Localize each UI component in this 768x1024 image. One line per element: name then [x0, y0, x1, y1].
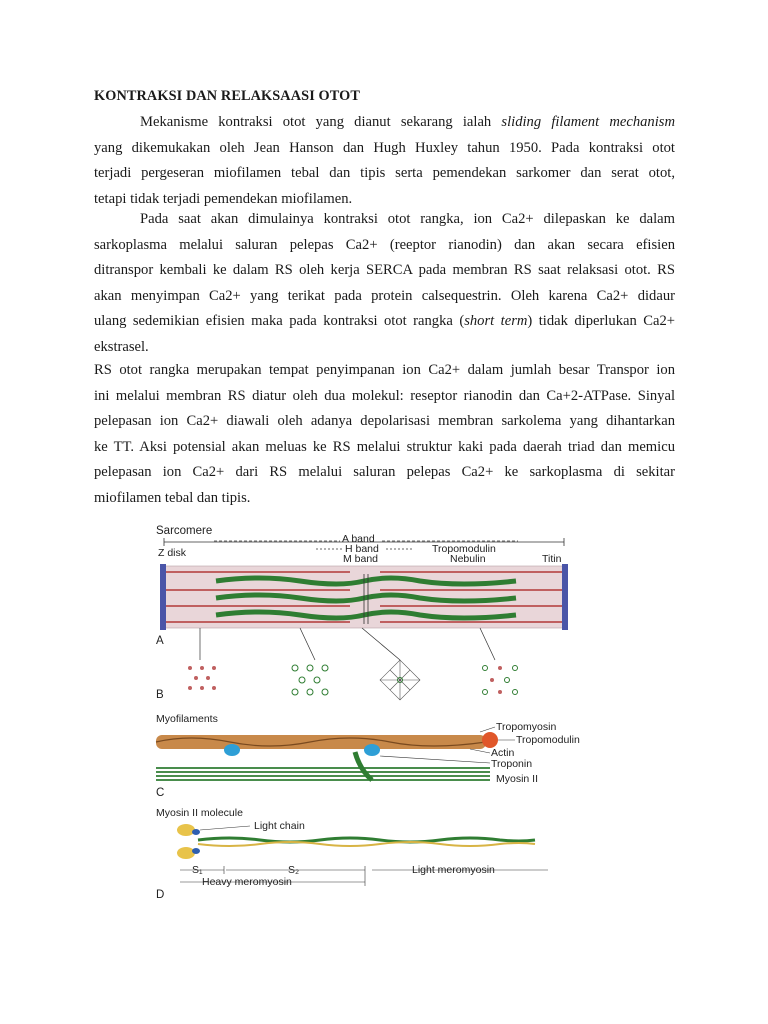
tropomodulin-cap: [482, 732, 498, 748]
label-h-band: H band: [345, 543, 379, 555]
label-myofilaments: Myofilaments: [156, 713, 218, 725]
actin-filament: [156, 732, 498, 756]
cross-section-lattice: [380, 660, 420, 700]
myosin-molecule: [177, 824, 535, 859]
cs-dot: [200, 686, 204, 690]
lattice-lines: [380, 660, 420, 700]
leader-line: [470, 749, 490, 753]
cs-ring: [292, 689, 298, 695]
panel-label-a: A: [156, 635, 164, 647]
leader-line: [200, 826, 250, 830]
cs-dot: [206, 676, 210, 680]
cs-ring: [292, 665, 298, 671]
leader-line: [380, 756, 490, 763]
paragraph-2: [94, 207, 675, 361]
label-nebulin: Nebulin: [450, 553, 486, 565]
label-a-band: A band: [342, 533, 375, 545]
troponin-complex: [224, 744, 240, 756]
panel-label-b: B: [156, 689, 164, 701]
paragraph-line: RS otot rangka merupakan tempat penyimpanan ion Ca2+ dalam jumlah besar Transpor ion: [94, 362, 675, 378]
paragraph-line: miofilamen tebal dan tipis.: [94, 489, 251, 506]
actin-strand: [156, 735, 486, 749]
label-troponin: Troponin: [491, 758, 533, 770]
light-chain: [192, 848, 200, 854]
document-title: KONTRAKSI DAN RELAKSAASI OTOT: [94, 88, 360, 104]
cs-ring: [322, 665, 328, 671]
cs-ring: [505, 678, 510, 683]
cs-dot: [212, 666, 216, 670]
cs-dot: [200, 666, 204, 670]
paragraph-line: pelepasan ion Ca2+ diawali oleh adanya depolarisasi membran sarkolema yang dihantarkan: [94, 413, 675, 430]
leader-line: [480, 727, 495, 732]
paragraph-line: Pada saat akan dimulainya kontraksi otot rangka, ion Ca2+ dilepaskan ke dalam: [140, 211, 675, 227]
cs-dot: [498, 690, 502, 694]
myosin-tail: [198, 842, 535, 846]
paragraph-line: ke TT. Aksi potensial akan meluas ke RS melalui struktur kaki pada daerah triad dan memicu: [94, 438, 675, 455]
label-sarcomere: Sarcomere: [156, 525, 213, 537]
cs-dot: [490, 678, 494, 682]
cs-ring: [314, 677, 320, 683]
cs-ring: [513, 666, 518, 671]
label-myosin-ii: Myosin II: [496, 773, 539, 785]
paragraph-line: ekstrasel.: [94, 338, 149, 355]
cross-section-thick: [292, 665, 328, 695]
troponin-complex: [364, 744, 380, 756]
label-light-chain: Light chain: [254, 820, 305, 832]
label-z-disk: Z disk: [158, 547, 187, 559]
label-tropomodulin: Tropomodulin: [432, 543, 496, 555]
label-tropomyosin: Tropomyosin: [496, 721, 557, 733]
light-chain: [192, 829, 200, 835]
pointer-line: [362, 628, 400, 660]
cs-ring: [322, 689, 328, 695]
label-actin: Actin: [491, 747, 515, 759]
panel-label-c: C: [156, 787, 165, 799]
cs-dot: [194, 676, 198, 680]
cs-ring: [299, 677, 305, 683]
paragraph-3: [94, 358, 675, 512]
myosin-head-s1: [177, 824, 195, 836]
myosin-ii-bundle: [156, 768, 490, 780]
pointer-line: [300, 628, 315, 660]
paragraph-line: ulang sedemikian efisien maka pada kontraksi otot rangka (short term) tidak diperlukan Ca2+: [94, 313, 675, 330]
cs-ring: [307, 689, 313, 695]
paragraph-line: tetapi tidak terjadi pemendekan miofilamen.: [94, 190, 353, 207]
paragraph-line: yang dikemukakan oleh Jean Hanson dan Hugh Huxley tahun 1950. Pada kontraksi otot: [94, 139, 675, 156]
sarcomere-figure-svg: [150, 520, 620, 900]
paragraph-line: akan menyimpan Ca2+ yang terikat pada protein calsequestrin. Oleh karena Ca2+ didaur: [94, 287, 675, 304]
paragraph-line: ditranspor kembali ke dalam RS oleh kerja SERCA pada membran RS saat relaksasi otot. RS: [94, 262, 675, 279]
panel-label-d: D: [156, 889, 165, 900]
cross-section-overlap: [483, 666, 518, 695]
label-heavy-meromyosin: Heavy meromyosin: [202, 876, 292, 888]
paragraph-1: [94, 110, 675, 212]
pointer-line: [480, 628, 495, 660]
label-titin: Titin: [542, 553, 562, 565]
cs-dot: [188, 666, 192, 670]
myosin-tail: [198, 838, 535, 842]
cs-dot: [212, 686, 216, 690]
z-disk-left: [160, 564, 166, 630]
cs-ring: [513, 690, 518, 695]
label-s2: S₂: [288, 864, 300, 876]
cs-dot: [498, 666, 502, 670]
paragraph-line: ini melalui membran RS diatur oleh dua molekul: reseptor rianodin dan Ca+2-ATPase. Sinyal: [94, 387, 675, 404]
paragraph-line: terjadi pergeseran miofilamen tebal dan tipis serta pemendekan sarkomer dan serat otot,: [94, 165, 675, 182]
sarcomere-figure: [150, 520, 620, 900]
label-tropomodulin-c: Tropomodulin: [516, 734, 580, 746]
paragraph-line: Mekanisme kontraksi otot yang dianut sekarang ialah sliding filament mechanism: [140, 114, 675, 130]
cs-ring: [483, 666, 488, 671]
label-m-band: M band: [343, 553, 379, 565]
myosin-head-s1: [177, 847, 195, 859]
label-light-meromyosin: Light meromyosin: [412, 864, 495, 876]
paragraph-line: pelepasan ion Ca2+ dari RS melalui saluran pelepas Ca2+ ke sarkoplasma di sekitar: [94, 464, 675, 481]
label-myosin-molecule: Myosin II molecule: [156, 807, 243, 819]
cross-section-thin: [188, 666, 216, 690]
cs-ring: [307, 665, 313, 671]
label-s1: S₁: [192, 864, 203, 876]
z-disk-right: [562, 564, 568, 630]
cs-dot: [188, 686, 192, 690]
cs-ring: [483, 690, 488, 695]
paragraph-line: sarkoplasma melalui saluran pelepas Ca2+ (reeptor rianodin) dan akan secara efisien: [94, 236, 675, 253]
